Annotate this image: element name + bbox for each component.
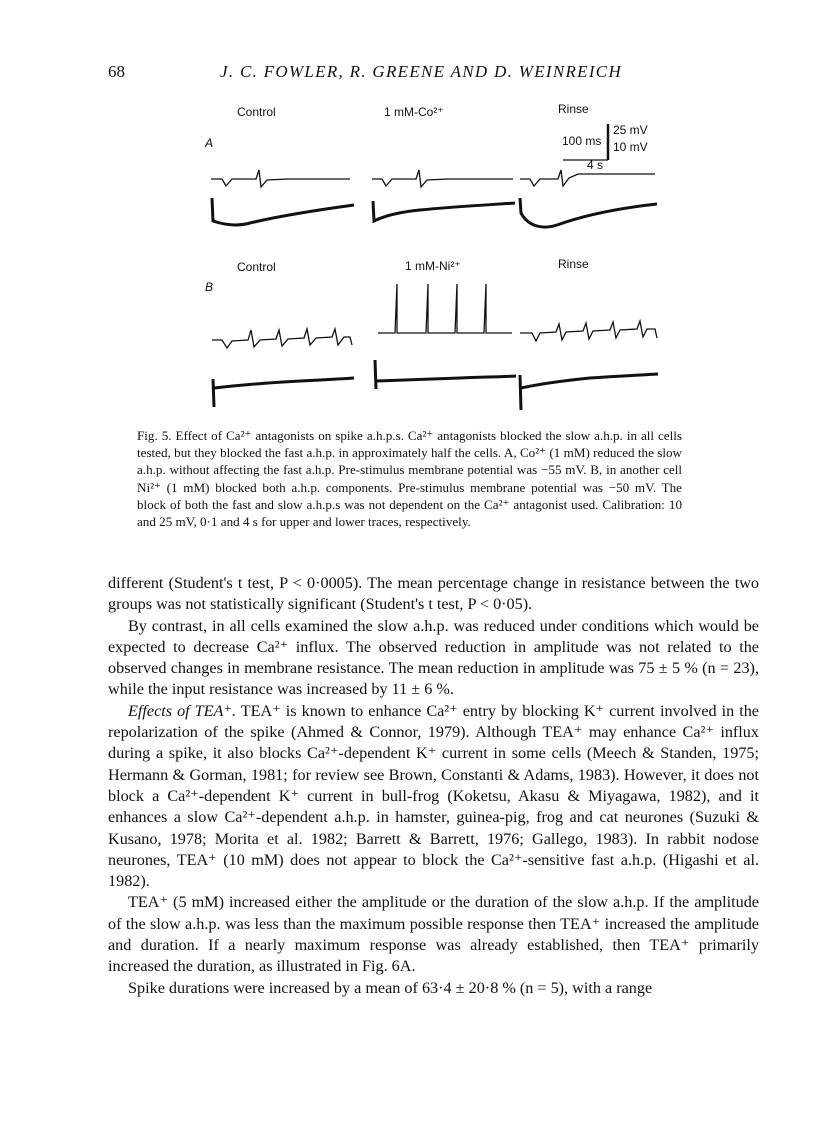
panel-a-label-cobalt: 1 mM-Co²⁺ bbox=[384, 105, 444, 119]
panel-a-cobalt-slow-trace bbox=[373, 201, 515, 221]
panel-b-label-rinse: Rinse bbox=[558, 257, 589, 271]
panel-a-label-rinse: Rinse bbox=[558, 102, 589, 116]
paragraph-5: Spike durations were increased by a mean of 63·4 ± 20·8 % (n = 5), with a range bbox=[128, 978, 653, 997]
panel-b-rinse-slow-trace bbox=[520, 374, 658, 410]
figure-caption: Fig. 5. Effect of Ca²⁺ antagonists on spike a.h.p.s. Ca²⁺ antagonists blocked the slow a.h.p. in all cells tested, but they blocked the fast a.h.p. in approximately half the cells. A, Co²⁺ (1 mM) reduced the slow a.h.p. without affecting the fast a.h.p. Pre-stimulus membrane potential was −55 mV. B, in another cell Ni²⁺ (1 mM) blocked both a.h.p. components. Pre-stimulus membrane potential was −50 mV. The block of both the fast and slow a.h.p.s was not dependent on the Ca²⁺ antagonist used. Calibration: 10 and 25 mV, 0·1 and 4 s for upper and lower traces, respectively. bbox=[137, 428, 682, 530]
panel-a-control-slow-trace bbox=[212, 198, 354, 225]
panel-b-control-slow-trace bbox=[213, 378, 354, 407]
paragraph-4: TEA⁺ (5 mM) increased either the amplitude or the duration of the slow a.h.p. If the amplitude of the slow a.h.p. was less than the maximum possible response then TEA⁺ increased the amplitude and duration. If a nearly maximum response was already established, then TEA⁺ primarily increased the duration, as illustrated in Fig. 6A. bbox=[108, 893, 759, 976]
panel-b-rinse-fast-trace bbox=[520, 321, 657, 341]
calibration-bar bbox=[562, 123, 648, 172]
paragraph-3-heading: Effects of TEA⁺. bbox=[128, 701, 237, 720]
panel-a-letter: A bbox=[205, 136, 214, 150]
running-head: J. C. FOWLER, R. GREENE AND D. WEINREICH bbox=[220, 62, 623, 81]
body-text bbox=[108, 573, 759, 999]
panel-a-rinse-fast-trace bbox=[520, 170, 655, 186]
panel-b-letter: B bbox=[205, 280, 214, 294]
paragraph-3-text: TEA⁺ is known to enhance Ca²⁺ entry by blocking K⁺ current involved in the repolarization of the spike (Ahmed & Connor, 1979). Although TEA⁺ may enhance Ca²⁺ influx during a spike, it also blocks Ca²⁺-dependent K⁺ current in some cells (Meech & Standen, 1975; Hermann & Gorman, 1981; for review see Brown, Constanti & Adams, 1983). However, it does not block a Ca²⁺-dependent K⁺ current in bull-frog (Koketsu, Akasu & Miyagawa, 1982), and it enhances a slow Ca²⁺-dependent a.h.p. in hamster, guinea-pig, frog and cat neurones (Suzuki & Kusano, 1978; Morita et al. 1982; Barrett & Barrett, 1976; Gallego, 1983). In rabbit nodose neurones, TEA⁺ (10 mM) does not appear to block the Ca²⁺-sensitive fast a.h.p. (Higashi et al. 1982). bbox=[108, 701, 759, 891]
panel-a-rinse-slow-trace bbox=[520, 198, 657, 227]
panel-b-control-fast-trace bbox=[212, 329, 352, 348]
paragraph-1: different (Student's t test, P < 0·0005). The mean percentage change in resistance between the two groups was not statistically significant (Student's t test, P < 0·05). bbox=[108, 574, 759, 614]
calibration-volt-lower: 10 mV bbox=[613, 140, 648, 154]
panel-a-cobalt-fast-trace bbox=[372, 170, 513, 187]
paragraph-3 bbox=[108, 701, 759, 893]
panel-b-nickel-fast-trace bbox=[378, 284, 512, 333]
panel-b-label-control: Control bbox=[237, 260, 276, 274]
paragraph-2: By contrast, in all cells examined the slow a.h.p. was reduced under conditions which would be expected to decrease Ca²⁺ influx. The observed reduction in amplitude was not related to the observed changes in membrane resistance. The mean reduction in amplitude was 75 ± 5 % (n = 23), while the input resistance was increased by 11 ± 6 %. bbox=[108, 616, 759, 699]
panel-b-label-nickel: 1 mM-Ni²⁺ bbox=[405, 259, 461, 273]
calibration-volt-upper: 25 mV bbox=[613, 123, 648, 137]
panel-b-nickel-slow-trace bbox=[375, 360, 516, 389]
calibration-time-fast: 100 ms bbox=[562, 134, 602, 148]
panel-a-control-fast-trace bbox=[211, 170, 350, 187]
figure-5 bbox=[0, 0, 816, 430]
panel-a-label-control: Control bbox=[237, 105, 276, 119]
calibration-time-slow: 4 s bbox=[587, 158, 604, 172]
page-number: 68 bbox=[108, 62, 125, 81]
